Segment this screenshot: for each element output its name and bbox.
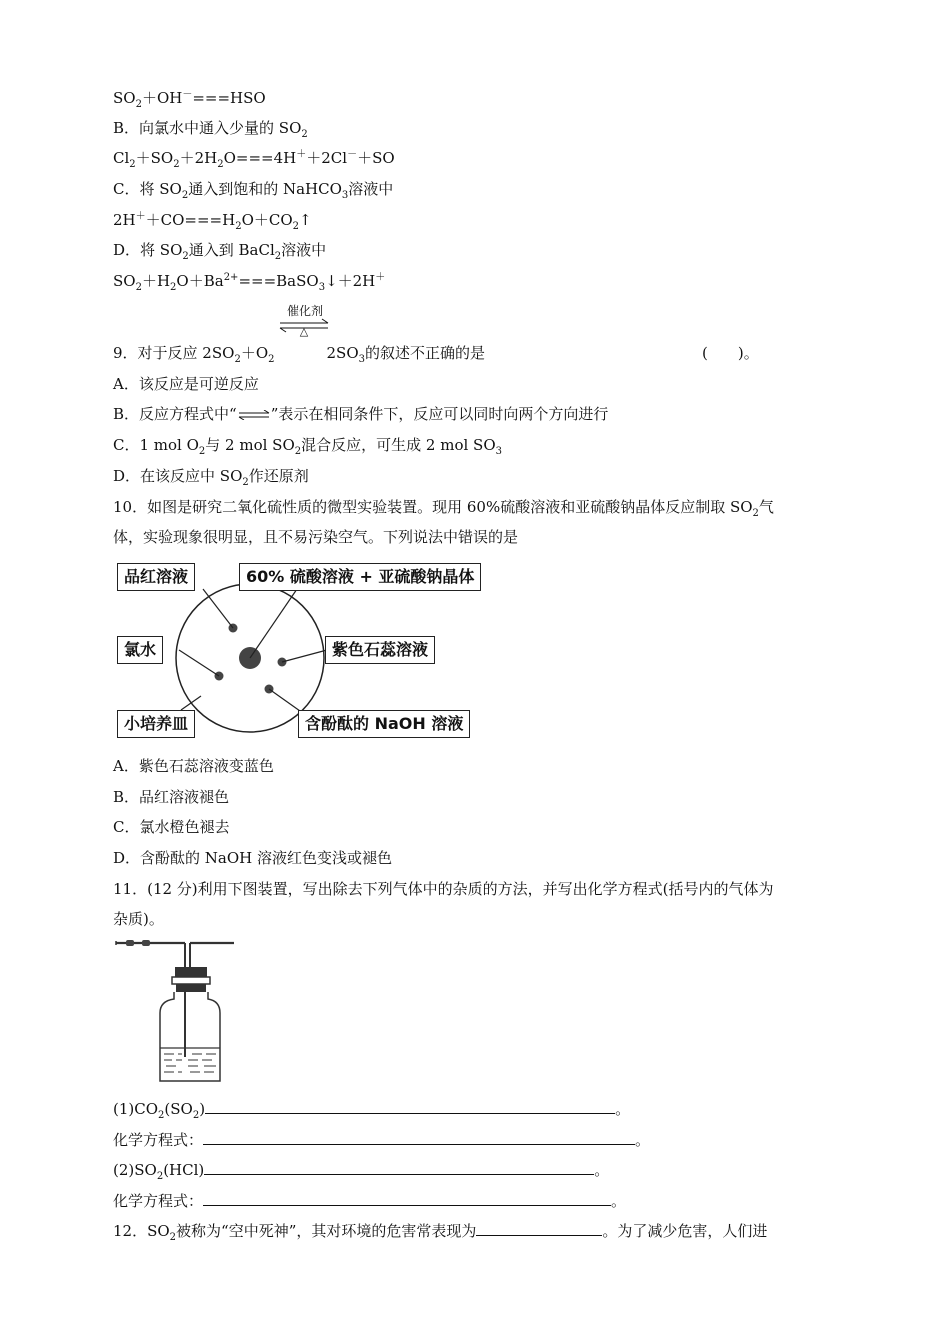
label-acid: 60% 硫酸溶液 + 亚硫酸钠晶体 [239, 563, 481, 591]
q10-stem-line2: 体，实验现象很明显，且不易污染空气。下列说法中错误的是 [113, 528, 519, 546]
q8-option-d: D．将 $SO_2$通入到 BaCl$_2$溶液中 [113, 241, 327, 262]
q11-item2: $(2)SO_2(HCl)$ 。 [113, 1161, 610, 1182]
q10-option-a: A．紫色石蕊溶液变蓝色 [113, 757, 274, 775]
q10-stem-line1: 10．如图是研究二氧化硫性质的微型实验装置。现用 60%硫酸溶液和亚硫酸钠晶体反应制取 $SO_2$气 [113, 498, 774, 519]
q9-option-b: B．反应方程式中“ ”表示在相同条件下，反应可以同时向两个方向进行 [113, 405, 609, 423]
q11-item1-equation-blank[interactable] [203, 1129, 635, 1145]
label-litmus: 紫色石蕊溶液 [325, 636, 435, 664]
q8-d-equation: $SO_2+H_2O+Ba^{2+}===BaSO_3↓+2H^+$ [113, 272, 386, 293]
q8-a-equation: $SO_2+OH^-===HSO$ [113, 89, 266, 110]
q8-c-equation: $2H^++CO===H_2O+CO_2↑$ [113, 211, 312, 232]
q8-b-equation: $Cl_2+SO_2+2H_2O===4H^++2Cl^-+SO$ [113, 149, 395, 170]
q10-apparatus-diagram [115, 558, 495, 743]
label-naoh: 含酚酞的 NaOH 溶液 [298, 710, 470, 738]
q9-option-d: D．在该反应中 $SO_2$作还原剂 [113, 467, 309, 488]
heat-symbol: △ [299, 325, 309, 338]
equilibrium-arrow-icon [237, 410, 271, 420]
q11-item1: $(1)CO_2(SO_2)$ 。 [113, 1100, 631, 1121]
q11-stem-line1: 11．(12 分)利用下图装置，写出除去下列气体中的杂质的方法，并写出化学方程式(括号内的气体为 [113, 880, 774, 898]
catalyst-label: 催化剂 [286, 304, 323, 318]
q11-item1-equation: 化学方程式： 。 [113, 1131, 651, 1149]
q8-option-c: C．将 $SO_2$通入到饱和的 NaHCO$_3$溶液中 [113, 180, 394, 201]
q11-item2-answer-blank[interactable] [204, 1159, 594, 1175]
label-lvshui: 氯水 [117, 636, 163, 664]
q10-option-b: B．品红溶液褪色 [113, 788, 230, 806]
q11-item2-equation: 化学方程式： 。 [113, 1192, 627, 1210]
q9-option-c: C．1 mol $O_2$与 2 mol $SO_2$混合反应，可生成 2 mol $SO_3$ [113, 436, 502, 457]
q12-answer-blank[interactable] [476, 1220, 602, 1236]
q10-option-c: C．氯水橙色褪去 [113, 818, 230, 836]
q11-item2-equation-blank[interactable] [203, 1190, 611, 1206]
q11-item1-answer-blank[interactable] [205, 1098, 615, 1114]
q10-option-d: D．含酚酞的 NaOH 溶液红色变浅或褪色 [113, 849, 393, 867]
q11-stem-line2: 杂质)。 [113, 910, 164, 928]
gas-washing-bottle-icon [112, 937, 240, 1087]
q9-answer-paren: ( )。 [702, 344, 759, 362]
q9-option-a: A．该反应是可逆反应 [113, 375, 259, 393]
reversible-arrow-icon [276, 304, 332, 340]
label-dish: 小培养皿 [117, 710, 195, 738]
label-pinhong: 品红溶液 [117, 563, 195, 591]
q12-stem: 12．$SO_2$被称为“空中死神”，其对环境的危害常表现为 。为了减少危害，人们进 [113, 1222, 768, 1243]
q8-option-b: B．向氯水中通入少量的 $SO_2$ [113, 119, 308, 140]
q9-stem: 9．对于反应 $2SO_2+O_2$ $2SO_3$的叙述不正确的是 [113, 344, 486, 365]
